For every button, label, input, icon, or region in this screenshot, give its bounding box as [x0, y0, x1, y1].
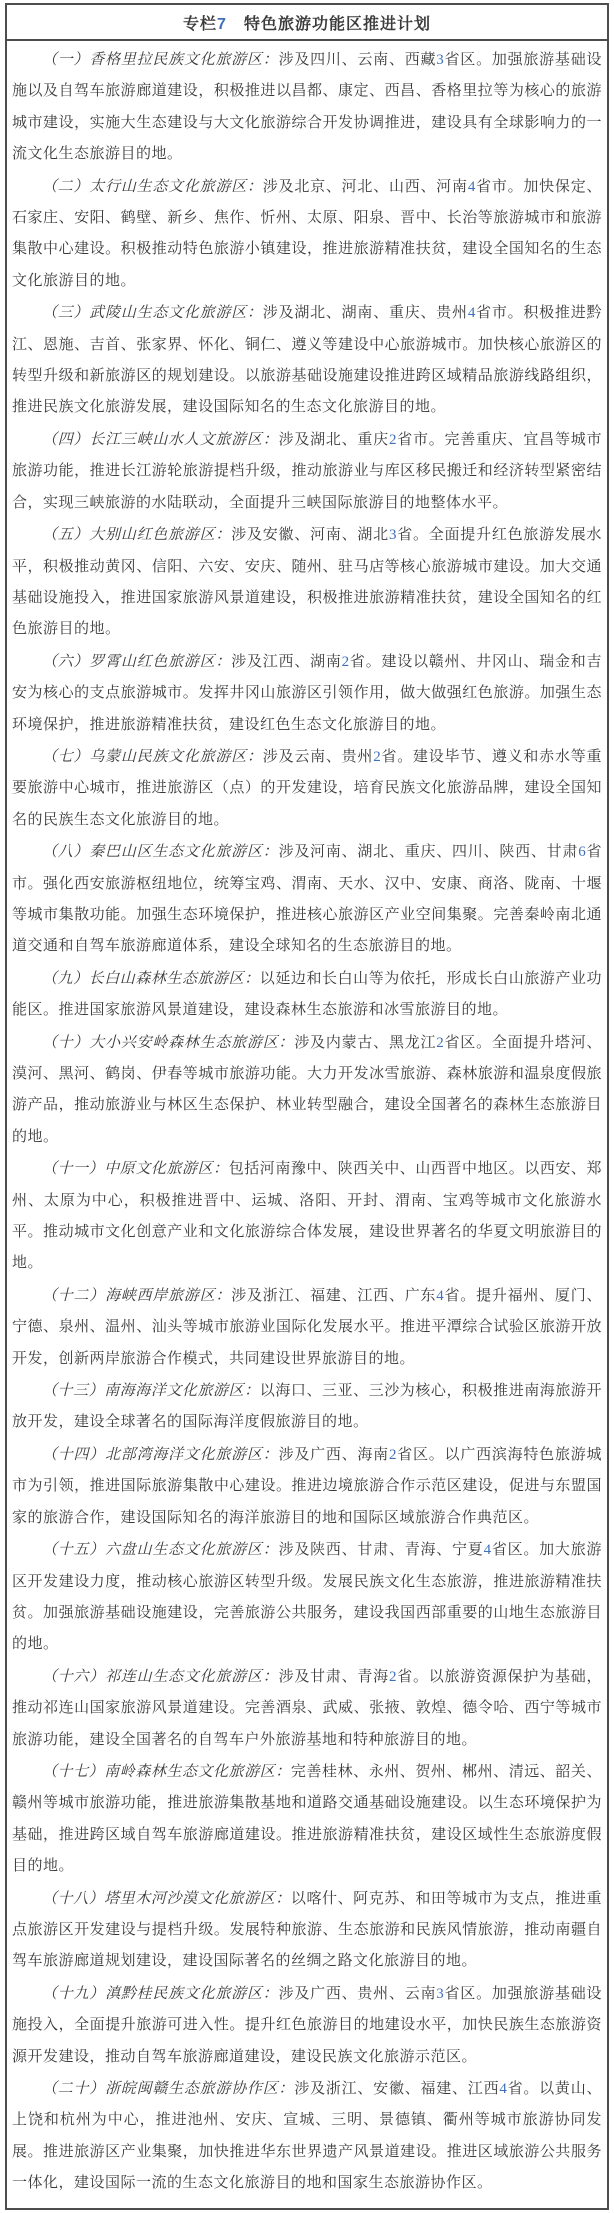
zone-description: 涉及北京、河北、山西、河南4省市。加快保定、石家庄、安阳、鹤壁、新乡、焦作、忻州、太原、阳泉、晋中、长治等旅游城市和旅游集散中心建设。积极推动特色旅游小镇建设，推进旅游精准扶贫，建设全国知名的生态文化旅游目的地。	[12, 178, 602, 289]
plan-item	[12, 171, 602, 298]
plan-item	[12, 1439, 602, 1534]
zone-description: 涉及云南、贵州2省。建设毕节、遵义和赤水等重要旅游中心城市，推进旅游区（点）的开发建设，培育民族文化旅游品牌，建设全国知名的民族生态文化旅游目的地。	[12, 748, 602, 828]
zone-description: 完善桂林、永州、贺州、郴州、清远、韶关、赣州等城市旅游功能，推进旅游集散基地和道路交通基础设施建设。以生态环境保护为基础，推进跨区域自驾车旅游廊道建设。推进旅游精准扶贫，建设区域性生态旅游度假目的地。	[12, 1763, 602, 1875]
plan-item	[12, 44, 602, 171]
plan-item	[12, 741, 602, 836]
zone-description: 涉及浙江、安徽、福建、江西4省。以黄山、上饶和杭州为中心，推进池州、安庆、宣城、三明、景德镇、衢州等城市旅游协同发展。推进旅游区产业集聚，加快推进华东世界遗产风景道建设。推进区域旅游公共服务一体化，建设国际一流的生态文化旅游目的地和国家生态旅游协作区。	[12, 2081, 602, 2192]
plan-item	[12, 1756, 602, 1883]
zone-description: 包括河南豫中、陕西关中、山西晋中地区。以西安、郑州、太原为中心，积极推进晋中、运城、洛阳、开封、渭南、宝鸡等城市文化旅游水平。推动城市文化创意产业和文化旅游综合体发展，建设世界著名的华夏文明旅游目的地。	[12, 1161, 602, 1272]
zone-heading: （十五）六盘山生态文化旅游区：	[42, 1540, 279, 1559]
zone-heading: （二十）浙皖闽赣生态旅游协作区：	[42, 2079, 295, 2097]
plan-item	[12, 1375, 602, 1439]
zone-description: 以海口、三亚、三沙为核心，积极推进南海旅游开放开发，建设全球著名的国际海洋度假旅游目的地。	[12, 1383, 602, 1431]
zone-description: 涉及江西、湖南2省。建设以赣州、井冈山、瑞金和吉安为核心的支点旅游城市。发挥井冈山旅游区引领作用，做大做强红色旅游。加强生态环境保护，推进旅游精准扶贫，建设红色生态文化旅游目的地。	[12, 653, 602, 733]
plan-item	[12, 424, 602, 519]
special-tourism-plan-panel	[5, 3, 609, 2210]
plan-item	[12, 1661, 602, 1756]
zone-heading: （十一）中原文化旅游区：	[42, 1159, 229, 1178]
plan-item	[12, 963, 602, 1027]
plan-item	[12, 519, 602, 646]
panel-title: 专栏7 特色旅游功能区推进计划	[7, 5, 607, 41]
zone-description: 涉及浙江、福建、江西、广东4省。提升福州、厦门、宁德、泉州、温州、汕头等城市旅游业国际化发展水平。推进平潭综合试验区旅游开放开发，创新两岸旅游合作模式，共同建设世界旅游目的地。	[12, 1287, 602, 1367]
zone-description: 涉及陕西、甘肃、青海、宁夏4省区。加大旅游区开发建设力度，推动核心旅游区转型升级。发展民族文化生态旅游，推进旅游精准扶贫。加强旅游基础设施建设，完善旅游公共服务，建设我国西部重要的山地生态旅游目的地。	[12, 1542, 602, 1653]
zone-description: 涉及河南、湖北、重庆、四川、陕西、甘肃6省市。强化西安旅游枢纽地位，统筹宝鸡、渭南、天水、汉中、安康、商洛、陇南、十堰等城市集散功能。加强生态环境保护，推进核心旅游区产业空间集聚。完善秦岭南北通道交通和自驾车旅游廊道体系，建设全球知名的生态旅游目的地。	[12, 844, 602, 955]
plan-item	[12, 1978, 602, 2073]
zone-description: 涉及湖北、重庆2省市。完善重庆、宜昌等城市旅游功能，推进长江游轮旅游提档升级，推动旅游业与库区移民搬迁和经济转型紧密结合，实现三峡旅游的水陆联动，全面提升三峡国际旅游目的地整体水平。	[12, 431, 602, 511]
zone-description: 涉及广西、贵州、云南3省区。加强旅游基础设施投入，全面提升旅游可进入性。提升红色旅游目的地建设水平，加快民族生态旅游资源开发建设，推动自驾车旅游廊道建设，建设民族文化旅游示范区。	[12, 1985, 602, 2065]
zone-heading: （三）武陵山生态文化旅游区：	[42, 303, 263, 322]
plan-item	[12, 1534, 602, 1661]
zone-description: 涉及湖北、湖南、重庆、贵州4省市。积极推进黔江、恩施、吉首、张家界、怀化、铜仁、遵义等建设中心旅游城市。加快核心旅游区的转型升级和新旅游区的规划建设。以旅游基础设施建设推进跨区域精品旅游线路组织，推进民族文化旅游发展，建设国际知名的生态文化旅游目的地。	[12, 305, 602, 416]
plan-item	[12, 1883, 602, 1978]
zone-description: 涉及甘肃、青海2省。以旅游资源保护为基础，推动祁连山国家旅游风景道建设。完善酒泉、武威、张掖、敦煌、德令哈、西宁等城市旅游功能，建设全国著名的自驾车户外旅游基地和特种旅游目的地。	[12, 1668, 602, 1748]
plan-item	[12, 297, 602, 424]
zone-description: 涉及内蒙古、黑龙江2省区。全面提升塔河、漠河、黑河、鹤岗、伊春等城市旅游功能。大力开发冰雪旅游、森林旅游和温泉度假旅游产品，推动旅游业与林区生态保护、林业转型融合，建设全国著名的森林生态旅游目的地。	[12, 1034, 602, 1145]
zone-heading: （二）太行山生态文化旅游区：	[42, 176, 263, 195]
zone-heading: （十七）南岭森林生态文化旅游区：	[42, 1761, 291, 1780]
zone-heading: （十九）滇黔桂民族文化旅游区：	[42, 1983, 279, 2002]
zone-heading: （六）罗霄山红色旅游区：	[42, 651, 232, 670]
zone-description: 以延边和长白山等为依托，形成长白山旅游产业功能区。推进国家旅游风景道建设，建设森林生态旅游和冰雪旅游目的地。	[12, 970, 602, 1019]
plan-item	[12, 1153, 602, 1280]
zone-heading: （十四）北部湾海洋文化旅游区：	[42, 1444, 279, 1463]
plan-item	[12, 646, 602, 741]
plan-item	[12, 2073, 602, 2200]
zone-heading: （五）大别山红色旅游区：	[42, 525, 232, 544]
zone-heading: （七）乌蒙山民族文化旅游区：	[42, 746, 263, 765]
zone-description: 以喀什、阿克苏、和田等城市为支点，推进重点旅游区开发建设与提档升级。发展特种旅游、生态旅游和民族风情旅游，推动南疆自驾车旅游廊道规划建设，建设国际著名的丝绸之路文化旅游目的地。	[12, 1890, 602, 1970]
zone-description: 涉及安徽、河南、湖北3省。全面提升红色旅游发展水平，积极推动黄冈、信阳、六安、安庆、随州、驻马店等核心旅游城市建设。加大交通基础设施投入，推进国家旅游风景道建设，积极推进旅游精准扶贫，建设全国知名的红色旅游目的地。	[12, 527, 602, 638]
zone-heading: （十六）祁连山生态文化旅游区：	[42, 1666, 279, 1685]
zone-heading: （十三）南海海洋文化旅游区：	[42, 1381, 260, 1400]
zone-heading: （十八）塔里木河沙漠文化旅游区：	[42, 1888, 291, 1907]
zone-heading: （四）长江三峡山水人文旅游区：	[42, 429, 279, 448]
panel-body	[7, 41, 607, 2208]
zone-heading: （一）香格里拉民族文化旅游区：	[42, 50, 279, 68]
zone-heading: （八）秦巴山区生态文化旅游区：	[42, 842, 279, 861]
zone-heading: （十二）海峡西岸旅游区：	[42, 1285, 232, 1304]
plan-item	[12, 1027, 602, 1154]
zone-description: 涉及四川、云南、西藏3省区。加强旅游基础设施以及自驾车旅游廊道建设，积极推进以昌都、康定、西昌、香格里拉等为核心的旅游城市建设，实施大生态建设与大文化旅游综合开发协调推进，建设具有全球影响力的一流文化生态旅游目的地。	[12, 52, 602, 163]
zone-heading: （十）大小兴安岭森林生态旅游区：	[42, 1032, 295, 1051]
plan-item	[12, 1280, 602, 1375]
plan-item	[12, 836, 602, 963]
zone-heading: （九）长白山森林生态旅游区：	[42, 968, 260, 987]
zone-description: 涉及广西、海南2省区。以广西滨海特色旅游城市为引领，推进国际旅游集散中心建设。推进边境旅游合作示范区建设，促进与东盟国家的旅游合作，建设国际知名的海洋旅游目的地和国际区域旅游合作典范区。	[12, 1446, 602, 1526]
